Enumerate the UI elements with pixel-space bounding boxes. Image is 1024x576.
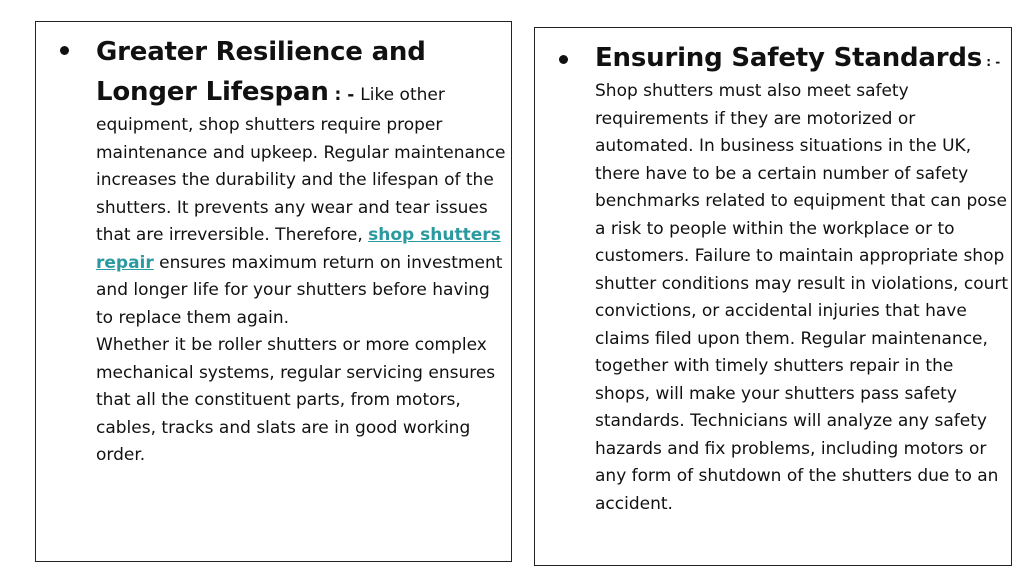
left-card-separator: : - — [328, 85, 361, 105]
bullet-dot-icon — [559, 55, 568, 64]
right-card-heading: Ensuring Safety Standards — [595, 43, 983, 73]
left-text-card — [35, 21, 512, 562]
left-card-paragraph-1 — [96, 72, 506, 332]
left-card-text-after-link: ensures maximum return on investment and longer life for your shutters before having to replace them again. — [96, 252, 503, 328]
left-card-heading-line2: Longer Lifespan — [96, 77, 329, 107]
bullet-dot-icon — [60, 46, 69, 55]
shop-shutters-repair-link[interactable]: shop shutters repair — [96, 225, 501, 273]
left-card-paragraph-2: Whether it be roller shutters or more complex mechanical systems, regular servicing ensures that all the constituent parts, from motors, cables, tracks and slats are in good working order. — [96, 335, 496, 465]
left-card-heading-line1: Greater Resilience and — [96, 37, 426, 67]
right-text-card — [534, 27, 1012, 566]
right-card-paragraph — [595, 38, 1009, 518]
left-card-text-before-link: Like other equipment, shop shutters require proper maintenance and upkeep. Regular maintenance increases the durability and the lifespan of the shutters. It prevents any wear and tear issues that are irreversible. Therefore, — [96, 85, 506, 245]
left-card-content — [96, 32, 506, 470]
right-card-separator: : - — [982, 55, 1001, 69]
right-card-content — [595, 38, 1009, 518]
right-card-body: Shop shutters must also meet safety requirements if they are motorized or automated. In business situations in the UK, there have to be a certain number of safety benchmarks related to equipment that can pose a risk to people within the workplace or to customers. Failure to maintain appropriate shop shutter conditions may result in violations, court convictions, or accidental injuries that have claims filed upon them. Regular maintenance, together with timely shutters repair in the shops, will make your shutters pass safety standards. Technicians will analyze any safety hazards and fix problems, including motors or any form of shutdown of the shutters due to an accident. — [595, 81, 1009, 514]
